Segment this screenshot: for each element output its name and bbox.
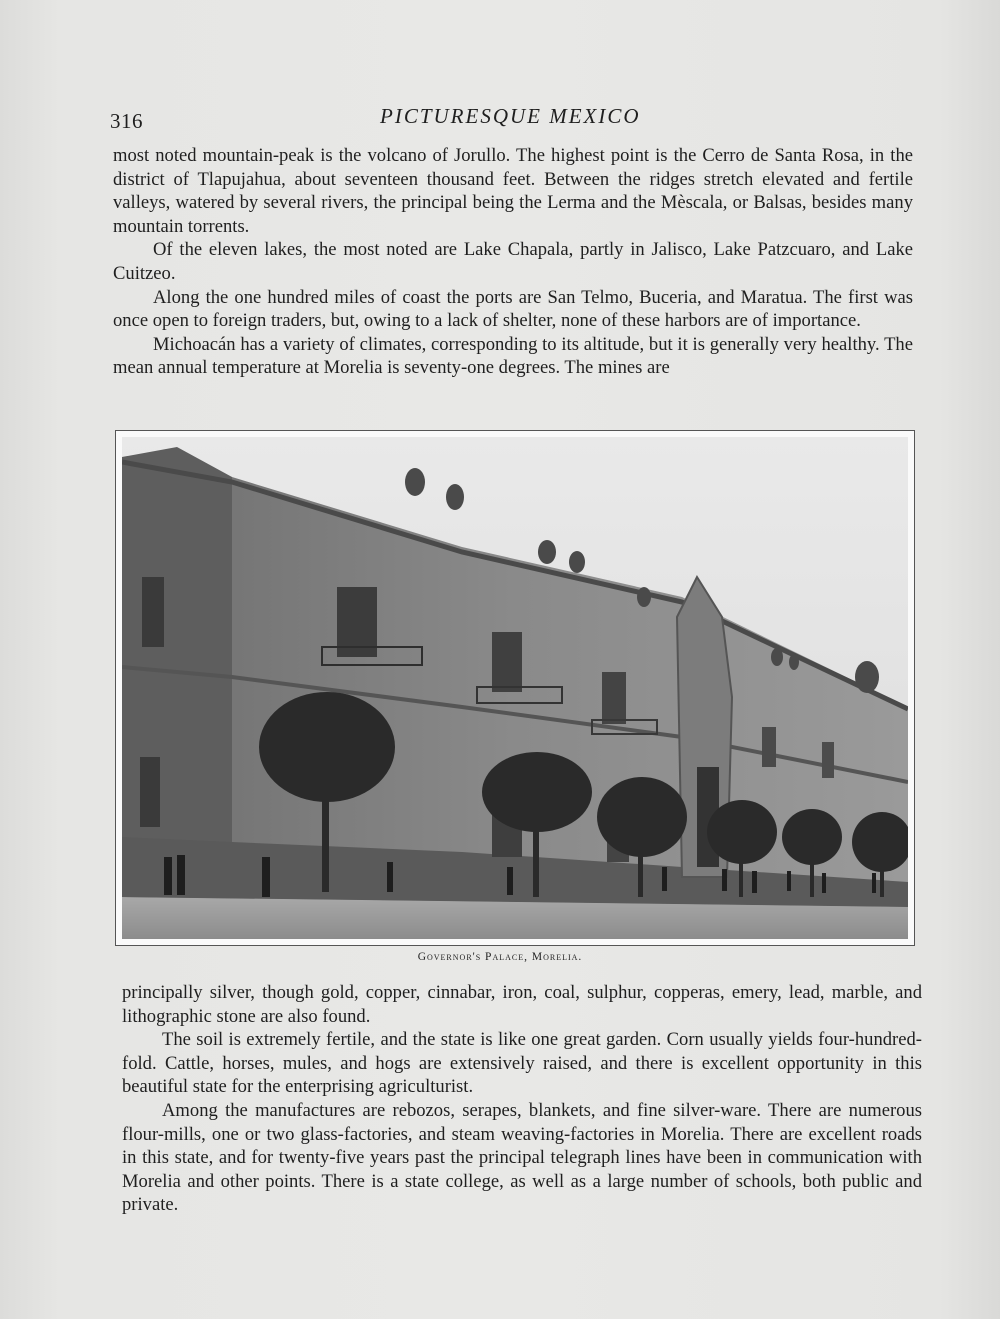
paragraph: Along the one hundred miles of coast the ports are San Telmo, Buceria, and Maratua. The first was once open to foreign traders, but, owing to a lack of shelter, none of these harbors are of importance. [113, 286, 913, 332]
page-number: 316 [110, 109, 143, 133]
governors-palace-photo [122, 437, 908, 939]
body-text-top [113, 144, 913, 380]
figure-caption: Governor's Palace, Morelia. [417, 951, 583, 963]
paragraph: principally silver, though gold, copper, cinnabar, iron, coal, sulphur, copperas, emery, lead, marble, and lithographic stone are also found. [122, 982, 922, 1027]
paragraph: The soil is extremely fertile, and the state is like one great garden. Corn usually yields four-hundred-fold. Cattle, horses, mules, and hogs are extensively raised, and there is excellent opportunity in this beautiful state for the enterprising agriculturist. [122, 1029, 922, 1098]
paragraph: Among the manufactures are rebozos, serapes, blankets, and fine silver-ware. There are numerous flour-mills, one or two glass-factories, and steam weaving-factories in Morelia. There are excellent roads in this state, and for twenty-five years past the principal telegraph lines have been in communication with Morelia and other points. There is a state college, as well as a large number of schools, both public and private. [122, 1099, 922, 1216]
running-title: PICTURESQUE MEXICO [380, 104, 641, 128]
body-text-bottom [122, 981, 922, 1217]
paragraph: Michoacán has a variety of climates, corresponding to its altitude, but it is generally very healthy. The mean annual temperature at Morelia is seventy-one degrees. The mines are [113, 333, 913, 379]
paragraph: most noted mountain-peak is the volcano of Jorullo. The highest point is the Cerro de Santa Rosa, in the district of Tlapujahua, about seventeen thousand feet. Between the ridges stretch elevated and fertile valleys, watered by several rivers, the principal being the Lerma and the Mèscala, or Balsas, besides many mountain torrents. [113, 145, 913, 237]
paragraph: Of the eleven lakes, the most noted are Lake Chapala, partly in Jalisco, Lake Patzcuaro, and Lake Cuitzeo. [113, 239, 913, 284]
photo-plate [115, 430, 915, 946]
